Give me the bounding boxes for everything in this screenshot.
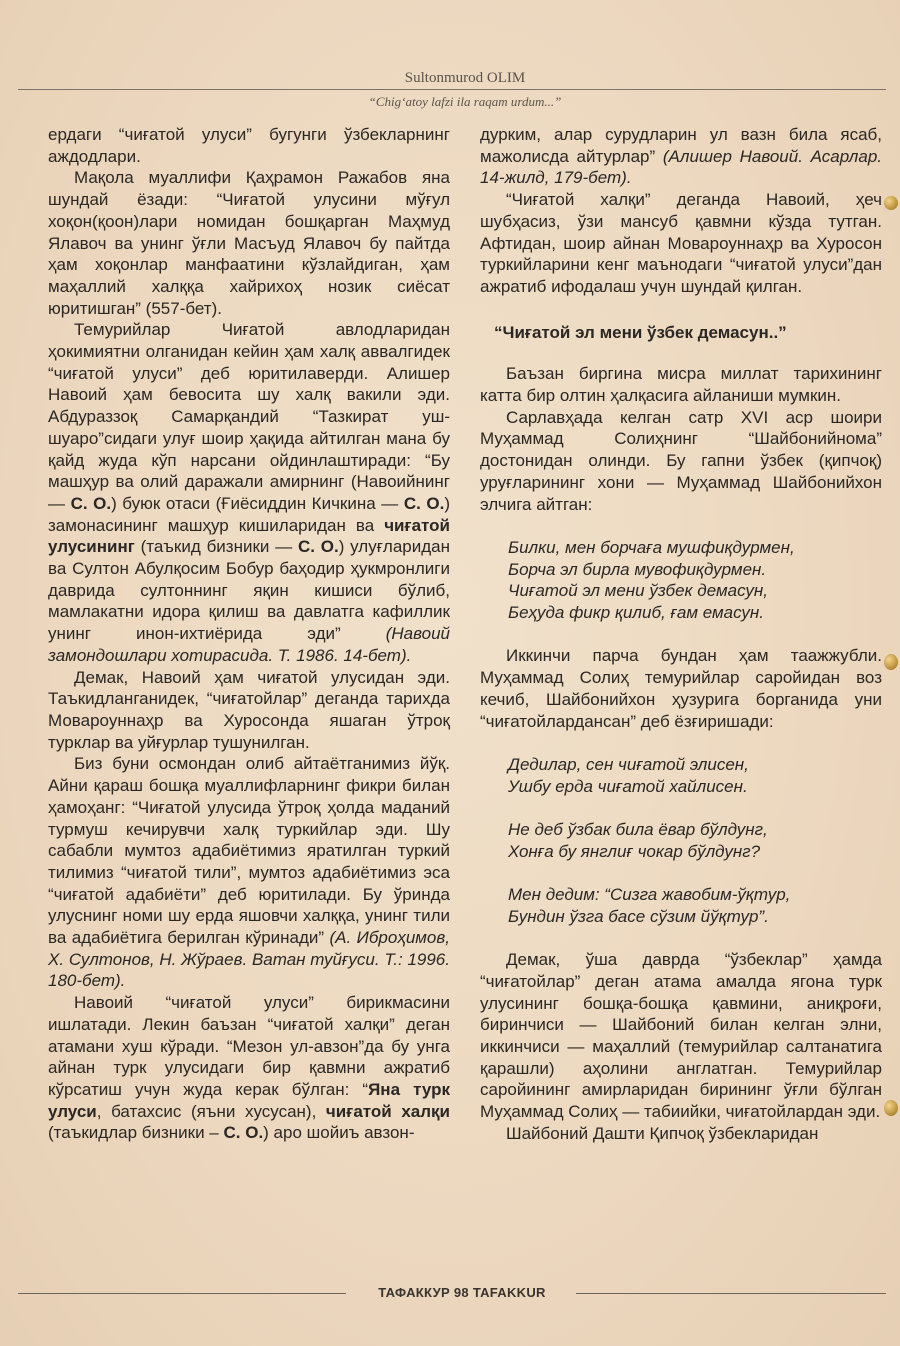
verse-line: Борча эл бирла мувофиқдурмен.	[508, 559, 767, 579]
right-paragraph-6: Демак, ўша даврда “ўзбеклар” ҳамда “чиғатойлар” деган атама амалда ягона турк улусининг бошқа-бошқа қавмини, аниқроғи, биринчиси — Шайбоний билан келган элни, иккинчиси — маҳаллий (темурийлар салтанатига қарашли) аҳолини англатган. Темурийлар саройининг амирларидан бирининг ўғли бўлган Муҳаммад Солиҳ — табиийки, чиғатойлардан эди.	[480, 950, 882, 1122]
verse-couplet-1	[508, 754, 882, 797]
text-run: (таъкид бизники —	[140, 537, 293, 557]
text-run: дурким, алар сурудларин ул вазн била ясаб, мажолисда айтурлар”	[480, 125, 882, 166]
verse-line: Хонға бу янглиғ чокар бўлдунг?	[508, 841, 761, 861]
spacer	[480, 624, 882, 646]
verse-line: Ушбу ерда чиғатой хайлисен.	[508, 776, 748, 796]
verse-line: Беҳуда фикр қилиб, ғам емасун.	[508, 603, 765, 623]
right-paragraph-7: Шайбоний Дашти Қипчоқ ўзбекларидан	[506, 1123, 819, 1143]
emphasis-bold: чиғатой халқи	[325, 1101, 450, 1121]
pin-decoration	[884, 1100, 898, 1116]
footer-page-number: ТАФАККУР 98 TAFAKKUR	[378, 1285, 546, 1300]
page-footer	[18, 1285, 886, 1301]
pin-decoration	[884, 654, 898, 670]
verse-couplet-3	[508, 884, 882, 927]
citation: (Алишер Навоий. Асарлар. 14-жилд, 179-бет).	[480, 146, 882, 188]
right-column	[480, 124, 882, 1145]
text-run: ) аро шойиъ авзон-	[263, 1123, 415, 1143]
right-paragraph-4: Сарлавҳада келган сатр XVI аср шоири Муҳаммад Солиҳнинг “Шайбонийнома” достонидан олинди. Бу гапни ўзбек (қипчоқ) уруғларининг хони — Муҳаммад Шайбонийхон элчига айтган:	[480, 407, 882, 514]
verse-line: Чиғатой эл мени ўзбек демасун,	[508, 581, 768, 601]
verse-line: Билки, мен борчаға мушфиқдурмен,	[508, 537, 795, 557]
text-run: Биз буни осмондан олиб айтаётганимиз йўқ. Айни қараш бошқа муаллифларнинг фикри билан ҳамоҳанг: “Чиғатой улусида ўтроқ ҳолда маданий турмуш кечирувчи халқ туркийлар эди. Шу сабабли мумтоз адабиётимиз яратилган туркий тилимиз “чиғатой тили”, мумтоз адабиётимиз эса “чиғатой адабиёти” деб юритилади. Бу ўринда улуснинг номи шу ерда яшовчи халққа, унинг тили ва адабиётига берилган кўринади”	[48, 754, 450, 948]
footer-rule-left	[18, 1293, 346, 1294]
citation: (Навоий замондошлари хотирасида. Т. 1986. 14-бет).	[48, 624, 450, 665]
text-run: Навоий “чиғатой улуси” бирикмасини ишлатади. Лекин баъзан “чиғатой халқи” деган атамани хуш кўради. “Мезон ул-авзон”да бу унга айнан турк улусидаги бир қавмни ажратиб кўрсатиш учун жуда керак бўлган: “	[48, 993, 450, 1099]
text-run: , батахсис (яъни хусусан),	[96, 1101, 317, 1121]
citation: (А. Иброҳимов, Х. Султонов, Н. Жўраев. Ватан туйғуси. Т.: 1996. 180-бет).	[48, 928, 450, 991]
text-run: ) буюк отаси (Ғиёсиддин Кичкина —	[111, 493, 399, 513]
verse-line: Не деб ўзбак била ёвар бўлдунг,	[508, 820, 768, 840]
left-column	[48, 124, 450, 1144]
right-paragraph-5: Иккинчи парча бундан ҳам таажжубли. Муҳаммад Солиҳ темурийлар саройидан воз кечиб, Шайбонийхон ҳузурига борганида уни “чиғатойлардансан” деб ёзғиришади:	[480, 646, 882, 731]
verse-line: Мен дедим: “Сизга жавобим-ўқтур,	[508, 885, 791, 905]
running-header-author: Sultonmurod OLIM	[404, 70, 526, 86]
footer-rule-right	[576, 1293, 886, 1294]
verse-quatrain-1	[508, 537, 882, 624]
text-run: ) замонасининг машҳур кишиларидан ва	[48, 493, 451, 535]
left-paragraph-6	[48, 992, 450, 1144]
text-run: (таъкидлар бизники –	[48, 1123, 219, 1143]
left-paragraph-3	[48, 319, 450, 666]
initials-so: С. О.	[70, 493, 112, 513]
initials-so: С. О.	[297, 537, 339, 557]
right-paragraph-1	[480, 124, 882, 189]
left-paragraph-2: Мақола муаллифи Қаҳрамон Ражабов яна шундай ёзади: “Чиғатой улусини мўғул хоқон(қоон)лари номидан бошқарган Маҳмуд Ялавоч ва унинг ўғли Масъуд Ялавоч бу пайтда ҳам хоқонлар манфаатини кўзлайдиган, ҳам маҳаллий халққа хайрихоҳ нозик сиёсат юритишган” (557-бет).	[48, 168, 450, 318]
spacer	[480, 862, 882, 884]
right-paragraph-2: “Чиғатой халқи” деганда Навоий, ҳеч шубҳасиз, ўзи мансуб қавмни кўзда тутган. Афтидан, шоир айнан Мовароуннаҳр ва Хуросон туркийларини кенг маънодаги “чиғатой улуси”дан ажратиб ифодалаш учун шундай қилган.	[480, 190, 882, 296]
left-paragraph-5	[48, 753, 450, 992]
pin-decoration	[884, 196, 898, 210]
initials-so: С. О.	[403, 493, 445, 513]
verse-couplet-2	[508, 819, 882, 862]
verse-line: Дедилар, сен чиғатой элисен,	[508, 754, 749, 774]
text-run: Темурийлар Чиғатой авлодларидан ҳокимиятни олганидан кейин ҳам халқ аввалгидек “чиғатой улуси” деб юритилаверди. Алишер Навоий ҳам бевосита шу халқ вакили эди. Абдураззоқ Самарқандий “Тазкират уш-шуаро”сидаги улуғ шоир ҳақида айтилган мана бу қайд жуда кўп нарсани ойдинлаштиради: “Бу машҳур ва олий даражали амирнинг (Навоийнинг —	[48, 320, 450, 513]
right-paragraph-3: Баъзан биргина мисра миллат тарихининг катта бир олтин ҳалқасига айланиши мумкин.	[480, 364, 882, 406]
left-paragraph-1: ердаги “чиғатой улуси” бугунги ўзбекларнинг аждодлари.	[48, 125, 450, 166]
spacer	[480, 732, 882, 754]
header-rule	[18, 89, 886, 90]
text-run: ) улуғларидан ва Султон Абулқосим Бобур баҳодир ҳукмронлиги даврида султоннинг яқин кишиси бўлиб, мамлакатни идора қилиш ва давлатга кафиллик унинг инон-ихтиёрида эди”	[48, 537, 450, 644]
left-paragraph-4: Демак, Навоий ҳам чиғатой улусидан эди. Таъкидланганидек, “чиғатойлар” деганда тарихда Мовароуннаҳр ва Хуросонда яшаган ўтроқ турклар ва уйғурлар тушунилган.	[48, 667, 450, 752]
emphasis-bold: чиғатой улусининг	[48, 515, 450, 557]
spacer	[480, 797, 882, 819]
section-heading: “Чиғатой эл мени ўзбек демасун..”	[494, 322, 787, 342]
initials-so: С. О.	[223, 1123, 264, 1143]
verse-line: Бундин ўзга басе сўзим йўқтур”.	[508, 906, 769, 926]
running-header-subtitle: “Chig‘atoy lafzi ila raqam urdum...”	[368, 94, 562, 109]
spacer	[480, 928, 882, 950]
emphasis-bold: Яна турк улуси	[48, 1079, 450, 1121]
spacer	[480, 515, 882, 537]
